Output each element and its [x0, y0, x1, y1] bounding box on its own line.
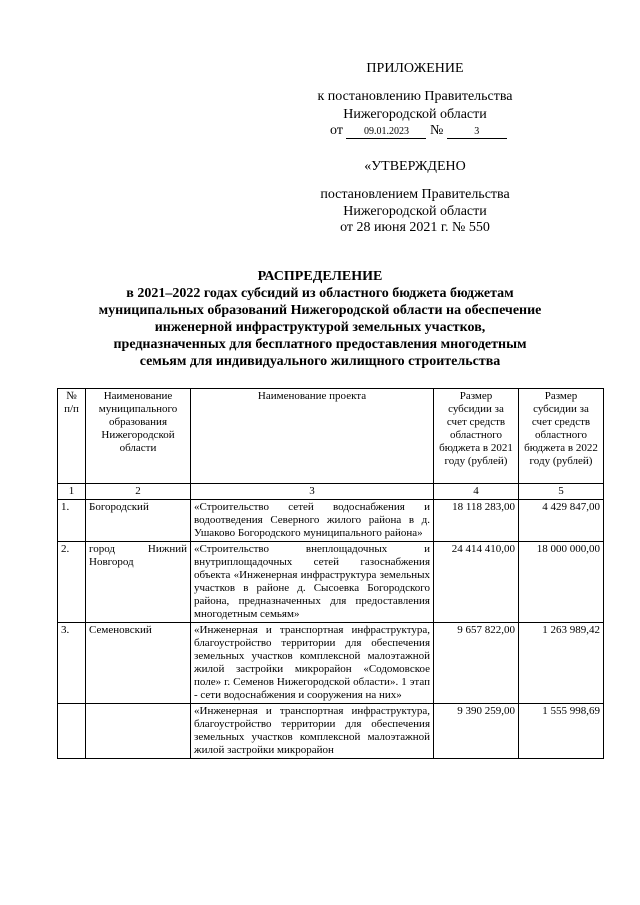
- column-number: 3: [191, 484, 434, 500]
- subsidy-table: [57, 388, 604, 759]
- row-municipality: Богородский: [86, 500, 191, 542]
- table-row: [58, 704, 604, 759]
- row-municipality: Семеновский: [86, 623, 191, 704]
- row-num: 2.: [58, 542, 86, 623]
- row-2022: 4 429 847,00: [519, 500, 604, 542]
- row-project: «Инженерная и транспортная инфраструктура, благоустройство территории для обеспечения земельных участков комплексной малоэтажной жилой застройки микрорайон «Содомовское поле» г. Семенов Нижегородской области». 1 этап - сети водоснабжения и сооружения на них»: [191, 623, 434, 704]
- title-line: РАСПРЕДЕЛЕНИЕ: [257, 269, 383, 284]
- column-number: 4: [434, 484, 519, 500]
- row-2021: 18 118 283,00: [434, 500, 519, 542]
- approved-region: Нижегородской области: [343, 204, 487, 219]
- row-2022: 1 555 998,69: [519, 704, 604, 759]
- header-2022: Размер субсидии за счет средств областного бюджета в 2022 году (рублей): [519, 389, 604, 484]
- row-2022: 1 263 989,42: [519, 623, 604, 704]
- row-2022: 18 000 000,00: [519, 542, 604, 623]
- column-number: 1: [58, 484, 86, 500]
- row-2021: 24 414 410,00: [434, 542, 519, 623]
- approved-label: «УТВЕРЖДЕНО: [364, 159, 466, 174]
- from-label: от: [330, 123, 343, 138]
- row-project: «Строительство внеплощадочных и внутриплощадочных сетей газоснабжения объекта «Инженерная инфраструктура земельных участков в районе д. Сысоевка Богородского района, предназначенных для предоставления многодетным семьям»: [191, 542, 434, 623]
- row-num: 3.: [58, 623, 86, 704]
- title-line: муниципальных образований Нижегородской области на обеспечение: [98, 303, 542, 318]
- decree-date: 09.01.2023: [346, 126, 426, 139]
- approved-date: от 28 июня 2021 г. № 550: [340, 220, 490, 235]
- title-line: в 2021–2022 годах субсидий из областного бюджета бюджетам: [126, 286, 514, 301]
- header-municipality: Наименование муниципального образования Нижегородской области: [86, 389, 191, 484]
- number-label: №: [429, 123, 444, 138]
- table-header-row: [58, 389, 604, 484]
- appendix-label: ПРИЛОЖЕНИЕ: [366, 61, 464, 76]
- decree-date-line: [330, 122, 500, 139]
- header-project: Наименование проекта: [191, 389, 434, 484]
- approved-by: постановлением Правительства: [320, 187, 510, 202]
- decree-reference: к постановлению Правительства: [317, 89, 513, 104]
- row-project: «Строительство сетей водоснабжения и водоотведения Северного жилого района в д. Ушаково Богородского муниципального района»: [191, 500, 434, 542]
- row-project: «Инженерная и транспортная инфраструктура, благоустройство территории для обеспечения земельных участков комплексной малоэтажной жилой застройки микрорайон: [191, 704, 434, 759]
- row-municipality: [86, 704, 191, 759]
- column-number: 2: [86, 484, 191, 500]
- document-title: [60, 268, 580, 370]
- decree-region: Нижегородской области: [343, 107, 487, 122]
- table-row: [58, 623, 604, 704]
- title-line: предназначенных для бесплатного предоставления многодетным: [113, 337, 527, 352]
- decree-number: 3: [447, 126, 507, 139]
- title-line: семьям для индивидуального жилищного строительства: [139, 354, 501, 369]
- title-line: инженерной инфраструктурой земельных участков,: [154, 320, 486, 335]
- table-row: [58, 500, 604, 542]
- row-num: [58, 704, 86, 759]
- column-number: 5: [519, 484, 604, 500]
- header-2021: Размер субсидии за счет средств областного бюджета в 2021 году (рублей): [434, 389, 519, 484]
- table-row: [58, 542, 604, 623]
- header-num: № п/п: [58, 389, 86, 484]
- row-municipality: город Нижний Новгород: [86, 542, 191, 623]
- row-2021: 9 390 259,00: [434, 704, 519, 759]
- row-2021: 9 657 822,00: [434, 623, 519, 704]
- row-num: 1.: [58, 500, 86, 542]
- column-number-row: [58, 484, 604, 500]
